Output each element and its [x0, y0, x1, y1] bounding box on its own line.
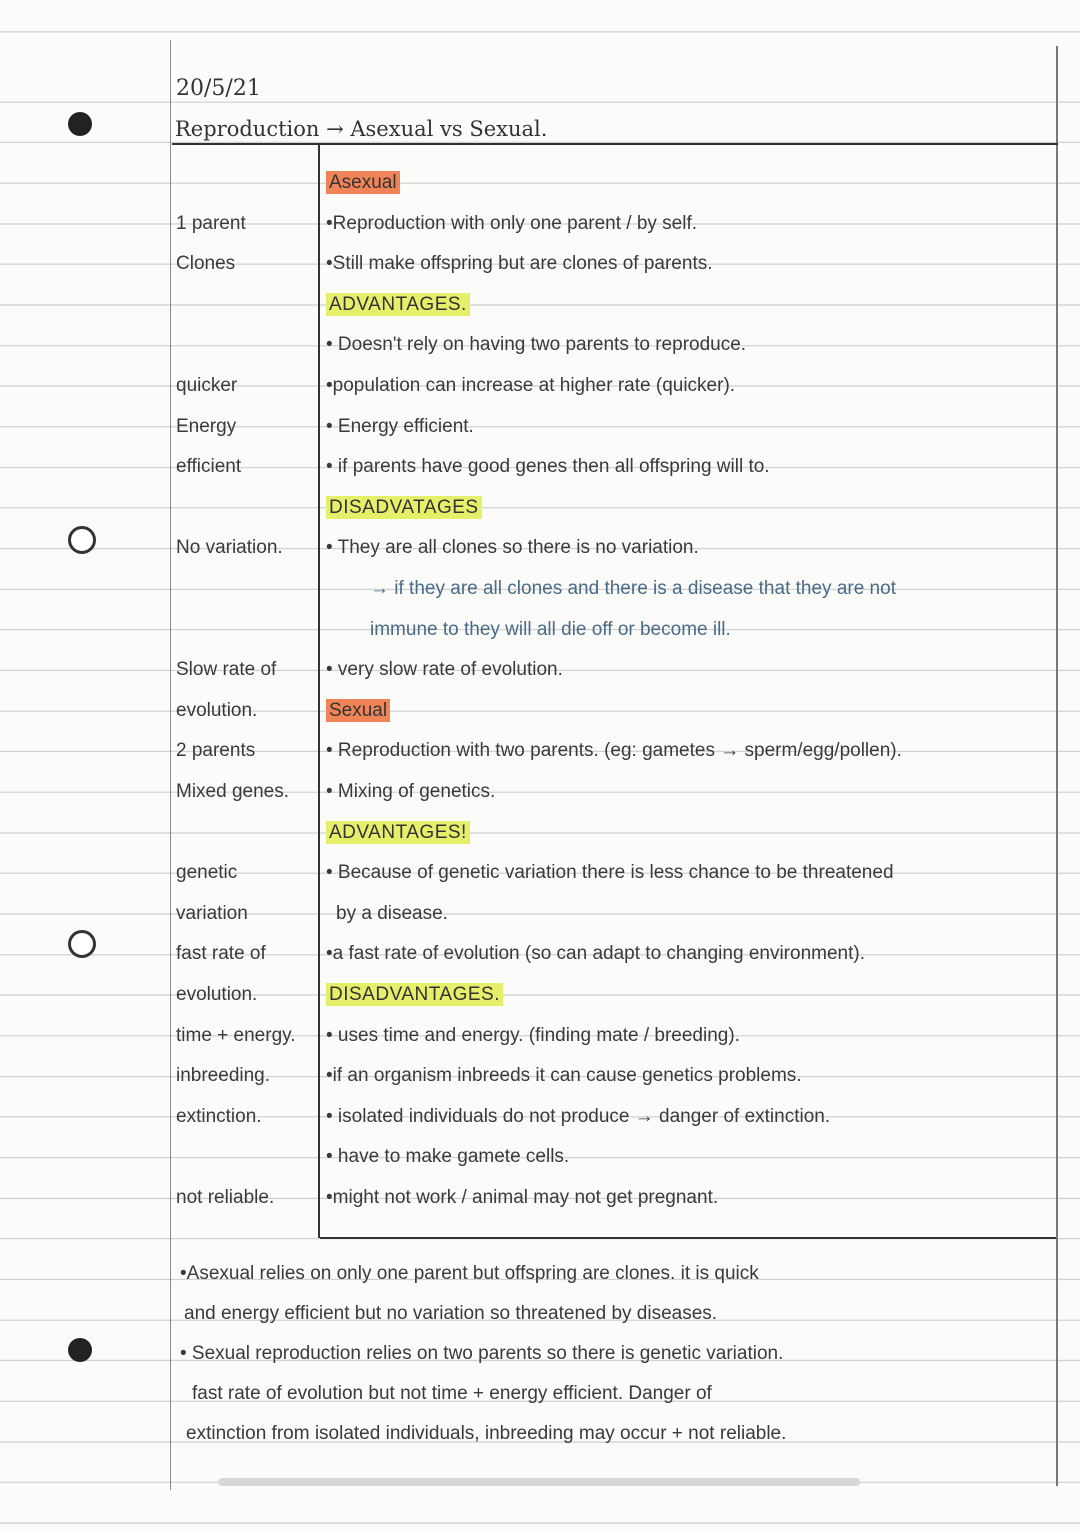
cue-text: evolution. — [176, 984, 258, 1005]
highlighted-heading-text: Sexual — [326, 699, 390, 722]
note-text: • if parents have good genes then all offspring will to. — [326, 456, 770, 478]
note-text: •a fast rate of evolution (so can adapt to changing environment). — [326, 943, 865, 965]
summary-line: extinction from isolated individuals, inbreeding may occur + not reliable. — [186, 1423, 787, 1444]
section-heading — [326, 700, 390, 722]
table-row — [0, 528, 1080, 568]
note-text: •Reproduction with only one parent / by self. — [326, 212, 698, 234]
table-row — [0, 569, 1080, 609]
summary-line: fast rate of evolution but not time + energy efficient. Danger of — [192, 1383, 712, 1404]
cue-text: extinction. — [176, 1105, 262, 1127]
cue-text: 2 parents — [176, 740, 256, 762]
note-text: immune to they will all die off or become ill. — [370, 618, 731, 640]
note-text: → if they are all clones and there is a disease that they are not — [370, 578, 896, 599]
table-row — [0, 407, 1080, 447]
cue-text: efficient — [176, 456, 242, 478]
title-underline — [172, 143, 1058, 145]
cue-text: fast rate of — [176, 943, 266, 965]
binder-hole — [68, 112, 92, 136]
table-row — [0, 1016, 1080, 1056]
highlighted-heading-text: ADVANTAGES. — [326, 293, 470, 316]
note-text: • They are all clones so there is no variation. — [326, 537, 699, 559]
note-text: • Because of genetic variation there is less chance to be threatened — [326, 862, 894, 884]
table-row — [0, 894, 1080, 934]
table-row — [0, 975, 1080, 1015]
cue-text: variation — [176, 902, 248, 924]
page-title: Reproduction → Asexual vs Sexual. — [175, 117, 548, 141]
highlighted-heading-text: DISADVANTAGES. — [326, 983, 503, 1006]
table-row — [0, 163, 1080, 203]
cue-text: Clones — [176, 253, 236, 275]
binder-hole — [68, 1338, 92, 1362]
cue-text: Mixed genes. — [176, 781, 290, 802]
table-row — [0, 1178, 1080, 1218]
table-row — [0, 853, 1080, 893]
summary-line: •Asexual relies on only one parent but offspring are clones. it is quick — [180, 1263, 759, 1284]
note-text: •might not work / animal may not get pregnant. — [326, 1187, 719, 1208]
note-text: by a disease. — [336, 902, 448, 924]
note-text: • uses time and energy. (finding mate / breeding). — [326, 1024, 740, 1046]
cue-text: Energy — [176, 415, 237, 437]
cue-text: time + energy. — [176, 1024, 296, 1046]
section-heading — [326, 822, 470, 844]
cue-text: genetic — [176, 862, 238, 884]
note-text: • Mixing of genetics. — [326, 781, 496, 802]
table-row — [0, 1097, 1080, 1137]
cue-text: Slow rate of — [176, 659, 277, 681]
note-text: • Doesn't rely on having two parents to reproduce. — [326, 334, 747, 356]
cue-text: inbreeding. — [176, 1065, 271, 1087]
section-heading — [326, 294, 470, 316]
summary-divider — [320, 1237, 1056, 1239]
note-text: • Energy efficient. — [326, 415, 474, 437]
table-row — [0, 772, 1080, 812]
horizontal-scrollbar[interactable] — [218, 1478, 860, 1486]
table-row — [0, 934, 1080, 974]
section-heading — [326, 984, 503, 1006]
summary-line: and energy efficient but no variation so threatened by diseases. — [184, 1303, 718, 1324]
note-text: •Still make offspring but are clones of parents. — [326, 253, 713, 275]
highlighted-heading-text: DISADVATAGES — [326, 496, 482, 519]
note-text: • isolated individuals do not produce → danger of extinction. — [326, 1105, 831, 1127]
table-row — [0, 1056, 1080, 1096]
note-text: • have to make gamete cells. — [326, 1146, 570, 1168]
cue-text: quicker — [176, 375, 238, 396]
table-row — [0, 325, 1080, 365]
table-row — [0, 285, 1080, 325]
table-row — [0, 691, 1080, 731]
note-text: • very slow rate of evolution. — [326, 659, 563, 681]
highlighted-heading-text: ADVANTAGES! — [326, 821, 470, 844]
note-text: •population can increase at higher rate (quicker). — [326, 375, 736, 396]
table-row — [0, 813, 1080, 853]
cue-text: 1 parent — [176, 212, 246, 234]
section-heading — [326, 497, 482, 519]
table-row — [0, 488, 1080, 528]
note-text: •if an organism inbreeds it can cause genetics problems. — [326, 1065, 802, 1087]
table-row — [0, 244, 1080, 284]
table-row — [0, 204, 1080, 244]
highlighted-heading-text: Asexual — [326, 171, 400, 194]
table-row — [0, 447, 1080, 487]
cue-text: evolution. — [176, 699, 258, 721]
table-row — [0, 366, 1080, 406]
table-row — [0, 650, 1080, 690]
table-row — [0, 731, 1080, 771]
section-heading — [326, 172, 400, 194]
summary-line: • Sexual reproduction relies on two parents so there is genetic variation. — [180, 1343, 784, 1364]
note-text: • Reproduction with two parents. (eg: gametes → sperm/egg/pollen). — [326, 740, 902, 762]
note-date: 20/5/21 — [176, 76, 261, 101]
table-row — [0, 610, 1080, 650]
cue-text: No variation. — [176, 537, 283, 559]
cue-text: not reliable. — [176, 1187, 275, 1208]
table-row — [0, 1137, 1080, 1177]
